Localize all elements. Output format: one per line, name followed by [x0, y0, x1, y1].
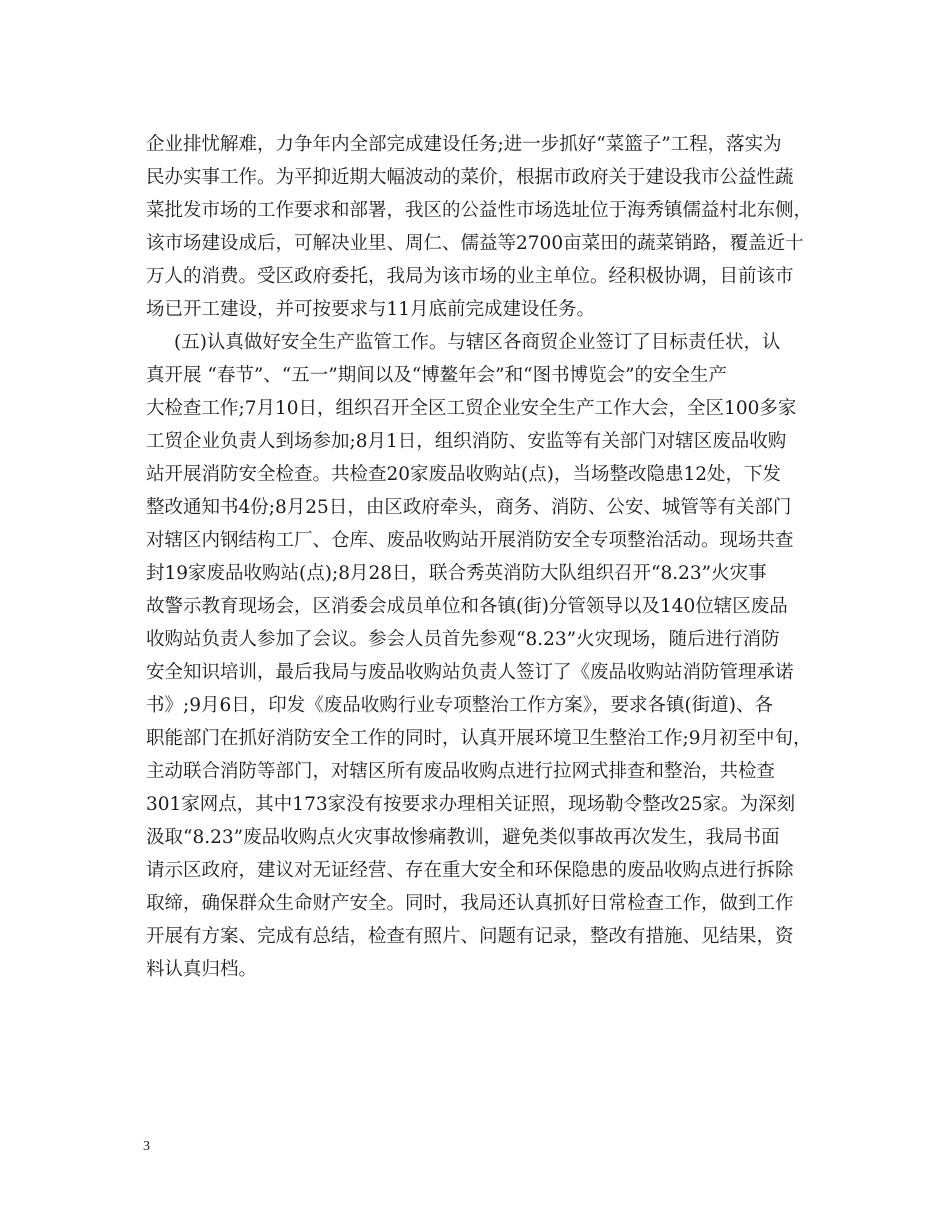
text-line: 对辖区内钢结构工厂、仓库、废品收购站开展消防安全专项整治活动。现场共查 [146, 530, 794, 551]
text-line: 工贸企业负责人到场参加;8月1日，组织消防、安监等有关部门对辖区废品收购 [146, 431, 787, 452]
text-line: 301家网点，其中173家没有按要求办理相关证照，现场勒令整改25家。为深刻 [146, 794, 796, 815]
text-line: 取缔，确保群众生命财产安全。同时，我局还认真抓好日常检查工作，做到工作 [146, 893, 794, 914]
text-line: 站开展消防安全检查。共检查20家废品收购站(点)，当场整改隐患12处，下发 [146, 464, 782, 485]
paragraph-start-line: (五)认真做好安全生产监管工作。与辖区各商贸企业签订了目标责任状，认 [174, 332, 781, 353]
text-line: 职能部门在抓好消防安全工作的同时，认真开展环境卫生整治工作;9月初至中旬， [146, 728, 812, 749]
text-line: 企业排忧解难，力争年内全部完成建设任务;进一步抓好“菜篮子”工程，落实为 [146, 134, 782, 155]
body-text [146, 128, 813, 986]
text-line: 请示区政府，建议对无证经营、存在重大安全和环保隐患的废品收购点进行拆除 [146, 860, 794, 881]
text-line: 书》;9月6日，印发《废品收购行业专项整治工作方案》，要求各镇(街道)、各 [146, 695, 773, 716]
text-line: 安全知识培训，最后我局与废品收购站负责人签订了《废品收购站消防管理承诺 [146, 662, 794, 683]
text-line: 菜批发市场的工作要求和部署，我区的公益性市场选址位于海秀镇儒益村北东侧， [146, 200, 813, 221]
text-line: 该市场建设成后，可解决业里、周仁、儒益等2700亩菜田的蔬菜销路，覆盖近十 [146, 233, 804, 254]
text-line: 开展有方案、完成有总结，检查有照片、问题有记录，整改有措施、见结果，资 [146, 926, 794, 947]
text-line: 民办实事工作。为平抑近期大幅波动的菜价，根据市政府关于建设我市公益性蔬 [146, 167, 794, 188]
text-line: 收购站负责人参加了会议。参会人员首先参观“8.23”火灾现场，随后进行消防 [146, 629, 780, 650]
text-line: 场已开工建设，并可按要求与11月底前完成建设任务。 [146, 299, 596, 320]
text-line: 料认真归档。 [146, 959, 258, 980]
text-line: 汲取“8.23”废品收购点火灾事故惨痛教训，避免类似事故再次发生，我局书面 [146, 827, 780, 848]
text-line: 真开展 “春节”、“五一”期间以及“博鳌年会”和“图书博览会”的安全生产 [146, 365, 728, 386]
text-line: 大检查工作;7月10日，组织召开全区工贸企业安全生产工作大会，全区100多家 [146, 398, 797, 419]
text-line: 整改通知书4份;8月25日，由区政府牵头，商务、消防、公安、城管等有关部门 [146, 497, 792, 518]
text-line: 封19家废品收购站(点);8月28日，联合秀英消防大队组织召开“8.23”火灾事 [146, 563, 767, 584]
text-line: 万人的消费。受区政府委托，我局为该市场的业主单位。经积极协调，目前该市 [146, 266, 794, 287]
text-line: 主动联合消防等部门，对辖区所有废品收购点进行拉网式排查和整治，共检查 [146, 761, 776, 782]
text-line: 故警示教育现场会，区消委会成员单位和各镇(街)分管领导以及140位辖区废品 [146, 596, 788, 617]
page-number: 3 [143, 1139, 150, 1154]
